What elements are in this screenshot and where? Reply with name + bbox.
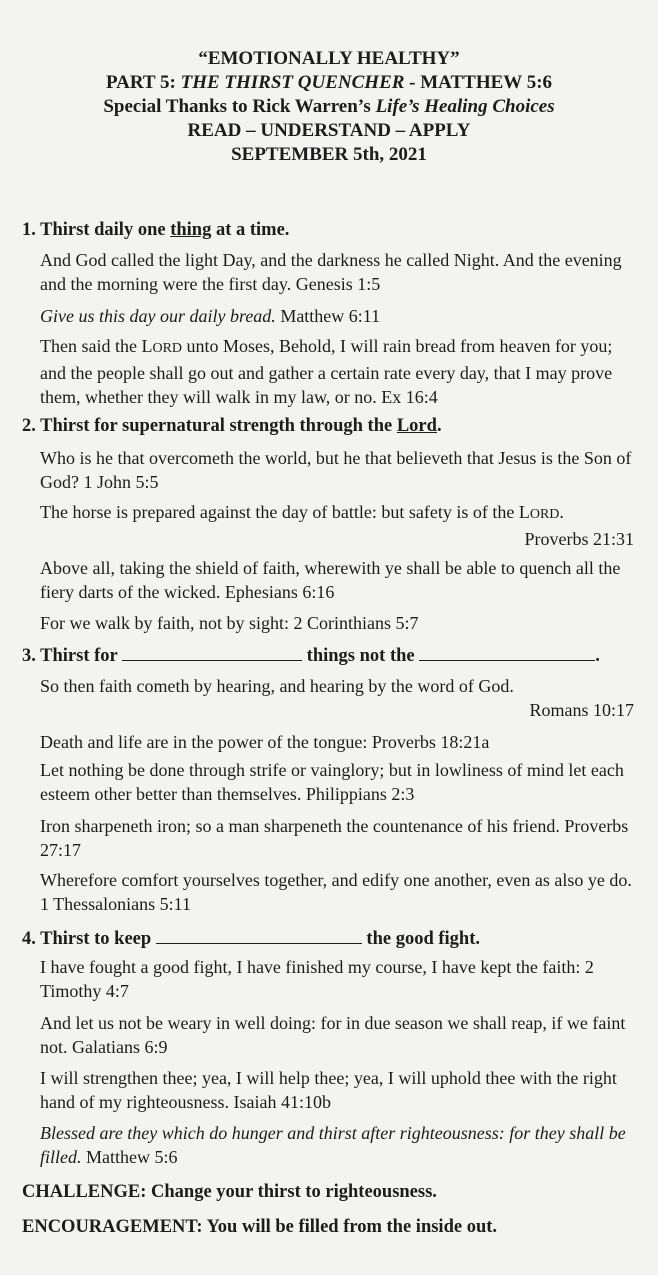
verse-proverbs-27: Iron sharpeneth iron; so a man sharpeneth the countenance of his friend. Proverbs 27:17	[40, 816, 629, 860]
thanks-line: Special Thanks to Rick Warren’s Life’s Healing Choices	[103, 96, 555, 117]
fill-in-blank[interactable]	[419, 642, 595, 661]
verse-1-john: Who is he that overcometh the world, but he that believeth that Jesus is the Son of God? 1 John 5:5	[40, 448, 632, 492]
verse-galatians: And let us not be weary in well doing: for in due season we shall reap, if we faint not. Galatians 6:9	[40, 1013, 626, 1057]
point-3-heading: 3. Thirst for things not the .	[22, 642, 600, 668]
verse-ephesians: Above all, taking the shield of faith, wherewith ye shall be able to quench all the fiery darts of the wicked. Ephesians 6:16	[40, 558, 621, 602]
part-title: PART 5: THE THIRST QUENCHER - MATTHEW 5:6	[105, 72, 553, 93]
point-4-heading: 4. Thirst to keep the good fight.	[22, 925, 480, 951]
series-title: “EMOTIONALLY HEALTHY”	[198, 48, 460, 69]
date-line: SEPTEMBER 5th, 2021	[231, 144, 427, 165]
verse-proverbs-21: The horse is prepared against the day of battle: but safety is of the LORD. Proverbs 21:31	[40, 502, 634, 549]
verse-proverbs-18: Death and life are in the power of the tongue: Proverbs 18:21a	[40, 732, 490, 752]
header	[0, 47, 658, 167]
fill-in-blank[interactable]	[122, 642, 302, 661]
verse-exodus: Then said the LORD unto Moses, Behold, I will rain bread from heaven for you; and the people shall go out and gather a certain rate every day, that I may prove them, whether they will walk in my law, or no. Ex 16:4	[40, 336, 613, 407]
verse-philippians: Let nothing be done through strife or vainglory; but in lowliness of mind let each esteem other better than themselves. Philippians 2:3	[40, 760, 624, 804]
fill-in-blank[interactable]	[156, 925, 362, 944]
point-1-heading: 1. Thirst daily one thing at a time.	[22, 220, 290, 240]
verse-matthew-5-6: Blessed are they which do hunger and thirst after righteousness: for they shall be filled. Matthew 5:6	[40, 1123, 626, 1167]
verse-2-corinthians: For we walk by faith, not by sight: 2 Corinthians 5:7	[40, 613, 419, 633]
verse-matthew-6-11: Give us this day our daily bread. Matthew 6:11	[40, 306, 381, 326]
verse-2-timothy: I have fought a good fight, I have finished my course, I have kept the faith: 2 Timothy 4:7	[40, 957, 594, 1001]
challenge-line: CHALLENGE: Change your thirst to righteousness.	[22, 1182, 437, 1202]
verse-romans: So then faith cometh by hearing, and hearing by the word of God. Romans 10:17	[40, 676, 634, 720]
read-understand-apply: READ – UNDERSTAND – APPLY	[187, 120, 471, 141]
point-2-heading: 2. Thirst for supernatural strength through the Lord.	[22, 416, 442, 436]
verse-isaiah: I will strengthen thee; yea, I will help thee; yea, I will uphold thee with the right hand of my righteousness. Isaiah 41:10b	[40, 1068, 617, 1112]
encouragement-line: ENCOURAGEMENT: You will be filled from the inside out.	[22, 1217, 498, 1237]
verse-thessalonians: Wherefore comfort yourselves together, and edify one another, even as also ye do. 1 Thessalonians 5:11	[40, 870, 632, 914]
verse-genesis: And God called the light Day, and the darkness he called Night. And the evening and the morning were the first day. Genesis 1:5	[40, 250, 622, 294]
